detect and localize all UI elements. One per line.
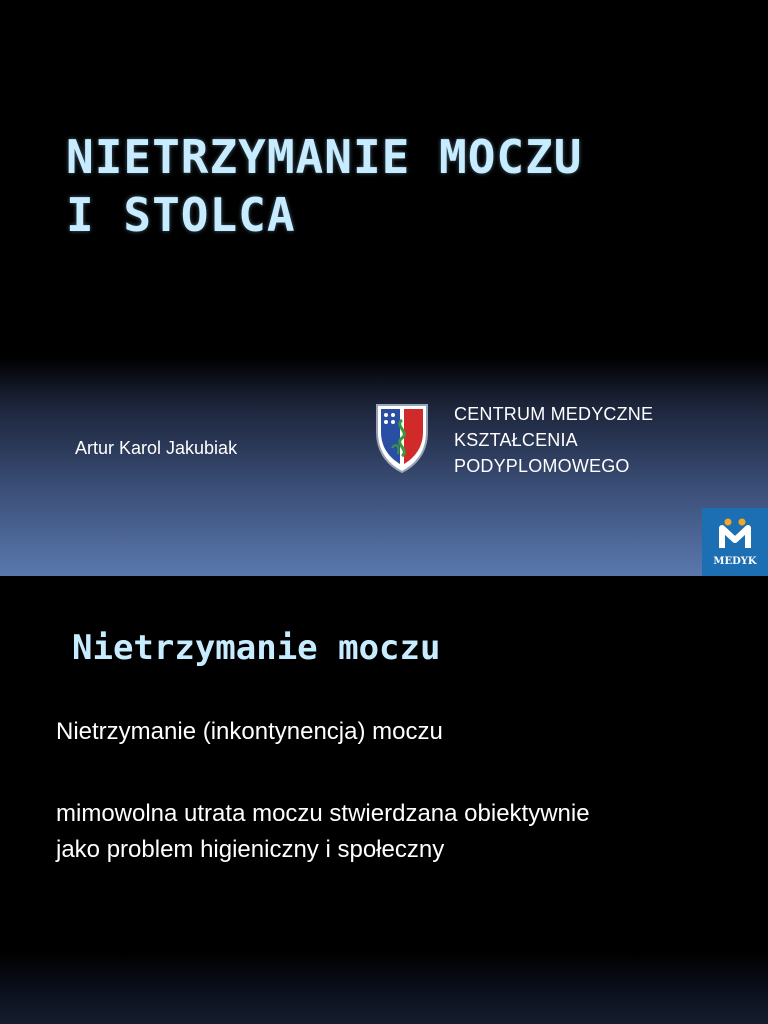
organization-name: [454, 401, 653, 479]
definition-text: [56, 796, 590, 868]
content-slide: [0, 576, 768, 1024]
slide-title: [66, 128, 583, 244]
title-line-1: NIETRZYMANIE MOCZU: [66, 130, 583, 184]
title-line-2: I STOLCA: [66, 188, 296, 242]
medyk-logo: [702, 508, 768, 576]
definition-line-2: jako problem higieniczny i społeczny: [56, 836, 445, 863]
slide-heading: Nietrzymanie moczu: [72, 628, 441, 668]
org-line-1: CENTRUM MEDYCZNE: [454, 404, 654, 424]
medyk-m-icon: [702, 508, 768, 556]
definition-term: Nietrzymanie (inkontynencja) moczu: [56, 718, 443, 745]
definition-line-1: mimowolna utrata moczu stwierdzana obiektywnie: [56, 800, 590, 827]
author-name: Artur Karol Jakubiak: [75, 438, 238, 458]
org-line-3: PODYPLOMOWEGO: [454, 456, 630, 476]
crest-icon: [374, 402, 430, 474]
org-line-2: KSZTAŁCENIA: [454, 430, 578, 450]
medyk-label: MEDYK: [713, 556, 757, 567]
